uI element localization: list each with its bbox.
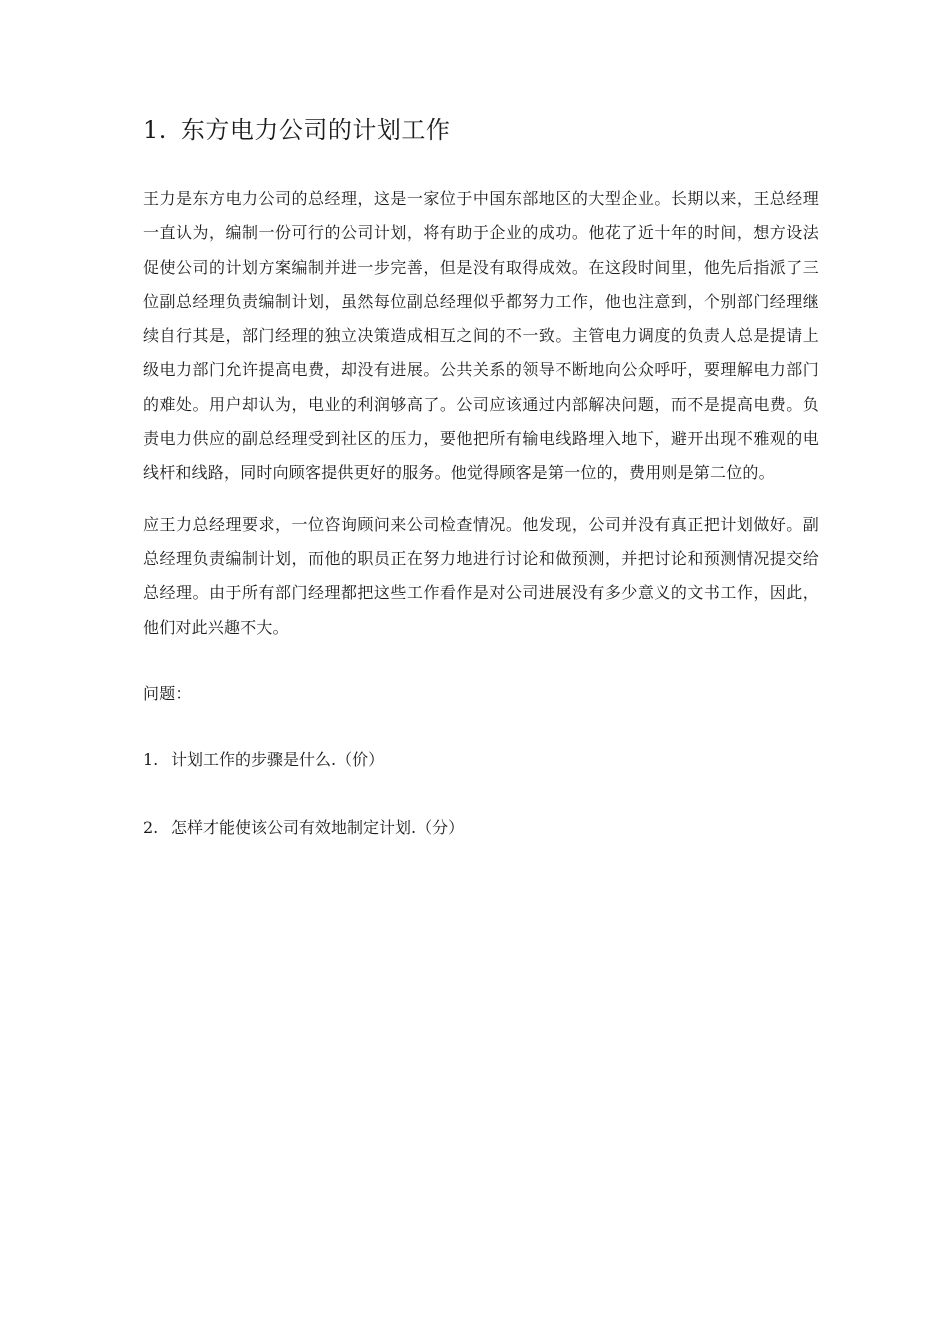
question-number: 2. bbox=[143, 818, 159, 838]
body-paragraph: 王力是东方电力公司的总经理，这是一家位于中国东部地区的大型企业。长期以来，王总经理一直认为，编制一份可行的公司计划，将有助于企业的成功。他花了近十年的时间，想方设法促使公司的计划方案编制并进一步完善，但是没有取得成效。在这段时间里，他先后指派了三位副总经理负责编制计划，虽然每位副总经理似乎都努力工作，他也注意到，个别部门经理继续自行其是，部门经理的独立决策造成相互之间的不一致。主管电力调度的负责人总是提请上级电力部门允许提高电费，却没有进展。公共关系的领导不断地向公众呼吁，要理解电力部门的难处。用户却认为，电业的利润够高了。公司应该通过内部解决问题，而不是提高电费。负责电力供应的副总经理受到社区的压力，要他把所有输电线路埋入地下，避开出现不雅观的电线杆和线路，同时向顾客提供更好的服务。他觉得顾客是第一位的，费用则是第二位的。 bbox=[143, 189, 819, 483]
question-text: 计划工作的步骤是什么.（价） bbox=[171, 750, 385, 770]
question-text: 怎样才能使该公司有效地制定计划.（分） bbox=[171, 818, 465, 838]
title-text: 东方电力公司的计划工作 bbox=[180, 116, 451, 144]
question-list bbox=[143, 743, 819, 846]
title-number: 1. bbox=[143, 116, 167, 144]
body-paragraph: 应王力总经理要求，一位咨询顾问来公司检查情况。他发现，公司并没有真正把计划做好。副总经理负责编制计划，而他的职员正在努力地进行讨论和做预测，并把讨论和预测情况提交给总经理。由于所有部门经理都把这些工作看作是对公司进展没有多少意义的文书工作，因此，他们对此兴趣不大。 bbox=[143, 514, 819, 637]
questions-label: 问题： bbox=[143, 683, 192, 703]
document-title bbox=[143, 112, 819, 148]
question-item bbox=[143, 811, 819, 845]
document-content bbox=[143, 112, 819, 880]
question-item bbox=[143, 743, 819, 777]
question-number: 1. bbox=[143, 750, 159, 770]
